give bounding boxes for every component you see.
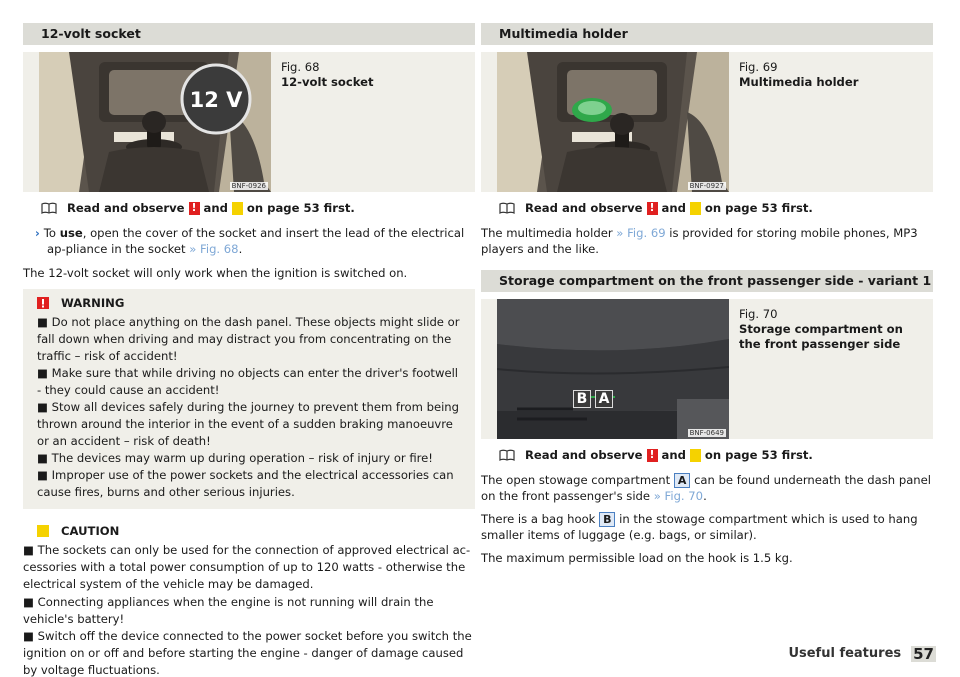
warning-item-2: ■ Make sure that while driving no objects can enter the driver's footwell - they could cause an accident! [37, 366, 459, 397]
label-b-marker: B [573, 390, 591, 408]
figure-number: Fig. 68 [281, 60, 320, 74]
read-and-observe-line [23, 200, 475, 216]
warning-item-5: ■ Improper use of the power sockets and the electrical accessories can cause fires, burns and other serious injuries. [37, 468, 454, 499]
arrow-icon: › [35, 226, 40, 240]
stowage-mid: can be found underneath the dash panel on the front passenger's side [481, 473, 931, 503]
fig68-link[interactable]: » Fig. 68 [189, 242, 239, 256]
figure-title: Storage compartment on the front passenger side [739, 322, 903, 351]
left-column [23, 23, 475, 677]
warning-title [37, 295, 461, 311]
figure-70 [481, 299, 933, 439]
warning-symbol-icon [647, 202, 658, 215]
warning-item-1: ■ Do not place anything on the dash panel. These objects might slide or fall down when driving and may distract you from concentrating on the traffic – risk of accident! [37, 315, 460, 363]
caution-symbol-icon [232, 202, 243, 215]
use-text: , open the cover of the socket and insert the lead of the electrical ap-pliance in the socket [47, 226, 465, 256]
figure-68 [23, 52, 475, 192]
ignition-note: The 12-volt socket will only work when the ignition is switched on. [23, 266, 408, 280]
page-number: 57 [913, 645, 934, 663]
caution-item-2: ■ Connecting appliances when the engine is not running will drain the vehicle's battery! [23, 594, 434, 626]
warning-symbol-icon [647, 449, 658, 462]
read-pre: Read and observe [67, 201, 185, 215]
storage-compartment-photo [497, 299, 729, 439]
section-title-storage-compartment: Storage compartment on the front passenger side - variant 1 [481, 270, 933, 292]
caution-title [23, 523, 475, 539]
stowage-compartment-text [481, 472, 933, 504]
figure-title: Multimedia holder [739, 75, 859, 89]
warning-title-text: WARNING [61, 296, 125, 310]
read-pre: Read and observe [525, 201, 643, 215]
label-a-box: A [674, 473, 691, 488]
fig70-link[interactable]: » Fig. 70 [653, 489, 704, 503]
label-a-marker: A [595, 390, 613, 408]
figure-title: 12-volt socket [281, 75, 374, 89]
figure-number: Fig. 69 [739, 60, 778, 74]
read-post: on page 53 first. [704, 448, 813, 462]
use-instruction [23, 225, 475, 257]
figure-code: BNF-0649 [689, 429, 724, 437]
read-pre: Read and observe [525, 448, 643, 462]
caution-title-text: CAUTION [61, 524, 120, 538]
hook-pre: There is a bag hook [481, 512, 596, 526]
caution-icon [37, 525, 49, 537]
right-column [481, 23, 933, 566]
read-and: and [661, 448, 686, 462]
read-and: and [203, 201, 228, 215]
stowage-end: . [703, 489, 707, 503]
footer-section: Useful features [788, 646, 902, 661]
warning-box [23, 289, 475, 509]
figure-code: BNF-0926 [231, 182, 266, 190]
read-post: on page 53 first. [704, 201, 813, 215]
caution-symbol-icon [690, 202, 701, 215]
caution-box [23, 523, 475, 677]
figure-code: BNF-0927 [689, 182, 724, 190]
caution-symbol-icon [690, 449, 701, 462]
read-and-observe-line [481, 447, 933, 463]
caution-item-3: ■ Switch off the device connected to the power socket before you switch the ignition on or off and before starting the engine - danger of damage caused by voltage fluctuations. [23, 629, 472, 677]
warning-symbol-icon [189, 202, 200, 215]
read-post: on page 53 first. [246, 201, 355, 215]
dash-panel-illustration [497, 299, 729, 439]
use-to: To [43, 226, 56, 240]
page-footer [788, 646, 936, 662]
caution-item-1: ■ The sockets can only be used for the connection of approved electrical ac-cessories with a total power consumption of up to 120 watts - otherwise the electrical system of the vehicle may be damaged. [23, 543, 471, 592]
figure-caption [739, 60, 858, 90]
warning-icon [37, 297, 49, 309]
use-word: use [59, 226, 83, 240]
read-and: and [661, 201, 686, 215]
max-load-text: The maximum permissible load on the hook is 1.5 kg. [481, 551, 793, 565]
car-console-holder-illustration [497, 52, 729, 192]
book-icon [499, 202, 515, 214]
figure-caption [281, 60, 374, 90]
fig69-link[interactable]: » Fig. 69 [616, 226, 666, 240]
hook-post: in the stowage compartment which is used to hang smaller items of luggage (e.g. bags, or similar). [481, 512, 918, 542]
holder-post: is provided for storing mobile phones, MP3 players and the like. [481, 226, 918, 256]
multimedia-holder-text [481, 225, 933, 257]
use-end: . [238, 242, 243, 256]
figure-number: Fig. 70 [739, 307, 778, 321]
figure-69 [481, 52, 933, 192]
read-and-observe-line [481, 200, 933, 216]
book-icon [499, 449, 515, 461]
section-title-multimedia-holder: Multimedia holder [481, 23, 933, 45]
label-b-box: B [599, 512, 615, 527]
holder-pre: The multimedia holder [481, 226, 613, 240]
warning-item-4: ■ The devices may warm up during operation – risk of injury or fire! [37, 451, 433, 465]
multimedia-holder-photo [497, 52, 729, 192]
section-title-12v-socket: 12-volt socket [23, 23, 475, 45]
warning-item-3: ■ Stow all devices safely during the journey to prevent them from being thrown around the interior in the event of a sudden braking manoeuvre or an accident – risk of death! [37, 400, 460, 448]
socket-photo [39, 52, 271, 192]
book-icon [41, 202, 57, 214]
figure-caption [739, 307, 919, 352]
stowage-pre: The open stowage compartment [481, 473, 671, 487]
bag-hook-text [481, 511, 933, 543]
12v-badge-label: 12 V [189, 88, 243, 112]
